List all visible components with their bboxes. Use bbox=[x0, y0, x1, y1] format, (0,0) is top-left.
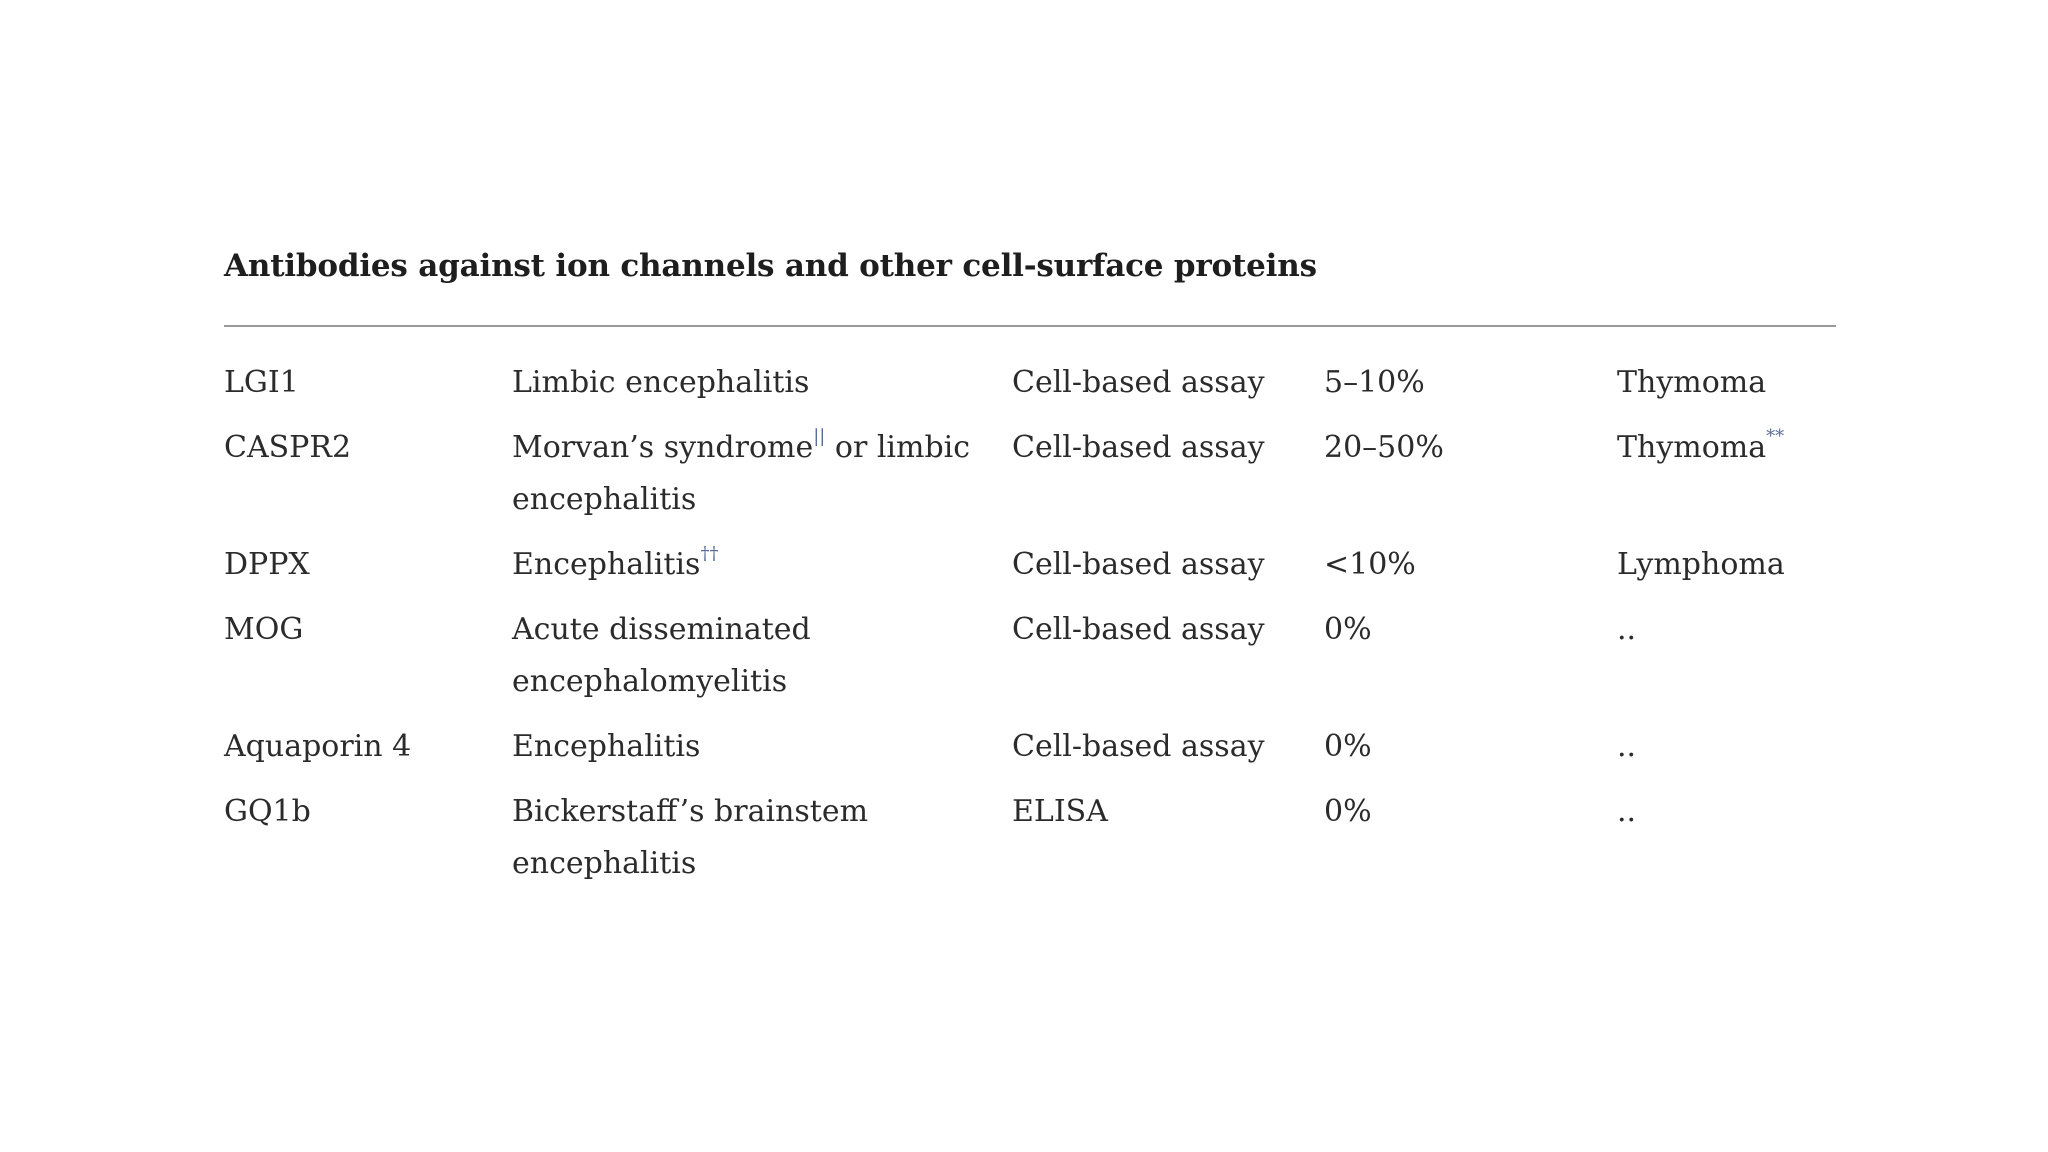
frequency-cell: <10% bbox=[1324, 547, 1416, 582]
syndrome-cell: Encephalitis†† bbox=[512, 543, 719, 582]
header-divider bbox=[224, 325, 1836, 327]
antigen-cell: MOG bbox=[224, 612, 304, 647]
frequency-cell: 0% bbox=[1324, 612, 1372, 647]
assay-cell: Cell-based assay bbox=[1012, 612, 1265, 647]
assay-cell: Cell-based assay bbox=[1012, 365, 1265, 400]
table-row bbox=[224, 786, 1836, 903]
frequency-cell: 20–50% bbox=[1324, 430, 1444, 465]
antigen-cell: DPPX bbox=[224, 547, 310, 582]
assay-cell: Cell-based assay bbox=[1012, 729, 1265, 764]
table-row bbox=[224, 539, 1836, 604]
table-row bbox=[224, 422, 1836, 539]
syndrome-cell: Morvan’s syndrome|| or limbic encephalitis bbox=[512, 426, 971, 517]
section-title: Antibodies against ion channels and other cell-surface proteins bbox=[224, 248, 1317, 284]
tumour-cell: .. bbox=[1617, 612, 1637, 647]
syndrome-cell: Bickerstaff’s brainstem encephalitis bbox=[512, 794, 869, 881]
tumour-cell: Thymoma bbox=[1617, 365, 1767, 400]
frequency-cell: 0% bbox=[1324, 794, 1372, 829]
antigen-cell: Aquaporin 4 bbox=[224, 729, 412, 764]
footnote-link[interactable]: ** bbox=[1766, 426, 1785, 447]
tumour-cell: Lymphoma bbox=[1617, 547, 1785, 582]
frequency-cell: 0% bbox=[1324, 729, 1372, 764]
assay-cell: Cell-based assay bbox=[1012, 547, 1265, 582]
antibody-table bbox=[224, 357, 1836, 903]
tumour-cell: .. bbox=[1617, 729, 1637, 764]
syndrome-cell: Acute disseminated encephalomyelitis bbox=[512, 612, 811, 699]
table-row bbox=[224, 604, 1836, 721]
assay-cell: Cell-based assay bbox=[1012, 430, 1265, 465]
table-row bbox=[224, 357, 1836, 422]
tumour-cell: Thymoma** bbox=[1617, 426, 1785, 465]
assay-cell: ELISA bbox=[1012, 794, 1108, 829]
table-row bbox=[224, 721, 1836, 786]
syndrome-cell: Encephalitis bbox=[512, 729, 701, 764]
tumour-cell: .. bbox=[1617, 794, 1637, 829]
antigen-cell: LGI1 bbox=[224, 365, 299, 400]
syndrome-cell: Limbic encephalitis bbox=[512, 365, 810, 400]
footnote-link[interactable]: || bbox=[813, 426, 826, 447]
antigen-cell: GQ1b bbox=[224, 794, 311, 829]
frequency-cell: 5–10% bbox=[1324, 365, 1425, 400]
antibody-table-section bbox=[224, 244, 1836, 903]
footnote-link[interactable]: †† bbox=[700, 543, 719, 564]
antigen-cell: CASPR2 bbox=[224, 430, 352, 465]
